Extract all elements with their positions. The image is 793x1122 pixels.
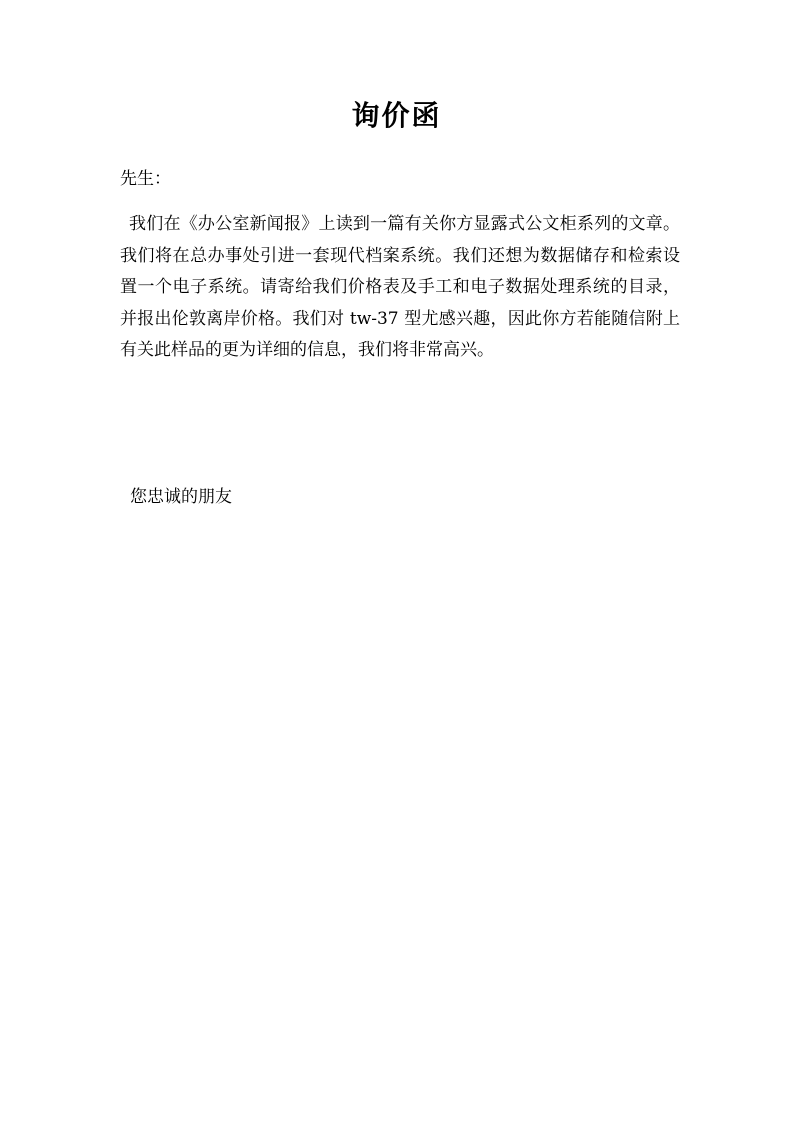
letter-body: 我们在《办公室新闻报》上读到一篇有关你方显露式公文柜系列的文章。我们将在总办事处引进一套现代档案系统。我们还想为数据储存和检索设置一个电子系统。请寄给我们价格表及手工和电子数据处理系统的目录，并报出伦敦离岸价格。我们对 tw-37 型尤感兴趣，因此你方若能随信附上有关此样品的更为详细的信息，我们将非常高兴。 <box>120 214 680 361</box>
closing-line: 您忠诚的朋友 <box>130 487 232 507</box>
salutation: 先生： <box>120 169 171 189</box>
document-title: 询价函 <box>351 99 442 132</box>
